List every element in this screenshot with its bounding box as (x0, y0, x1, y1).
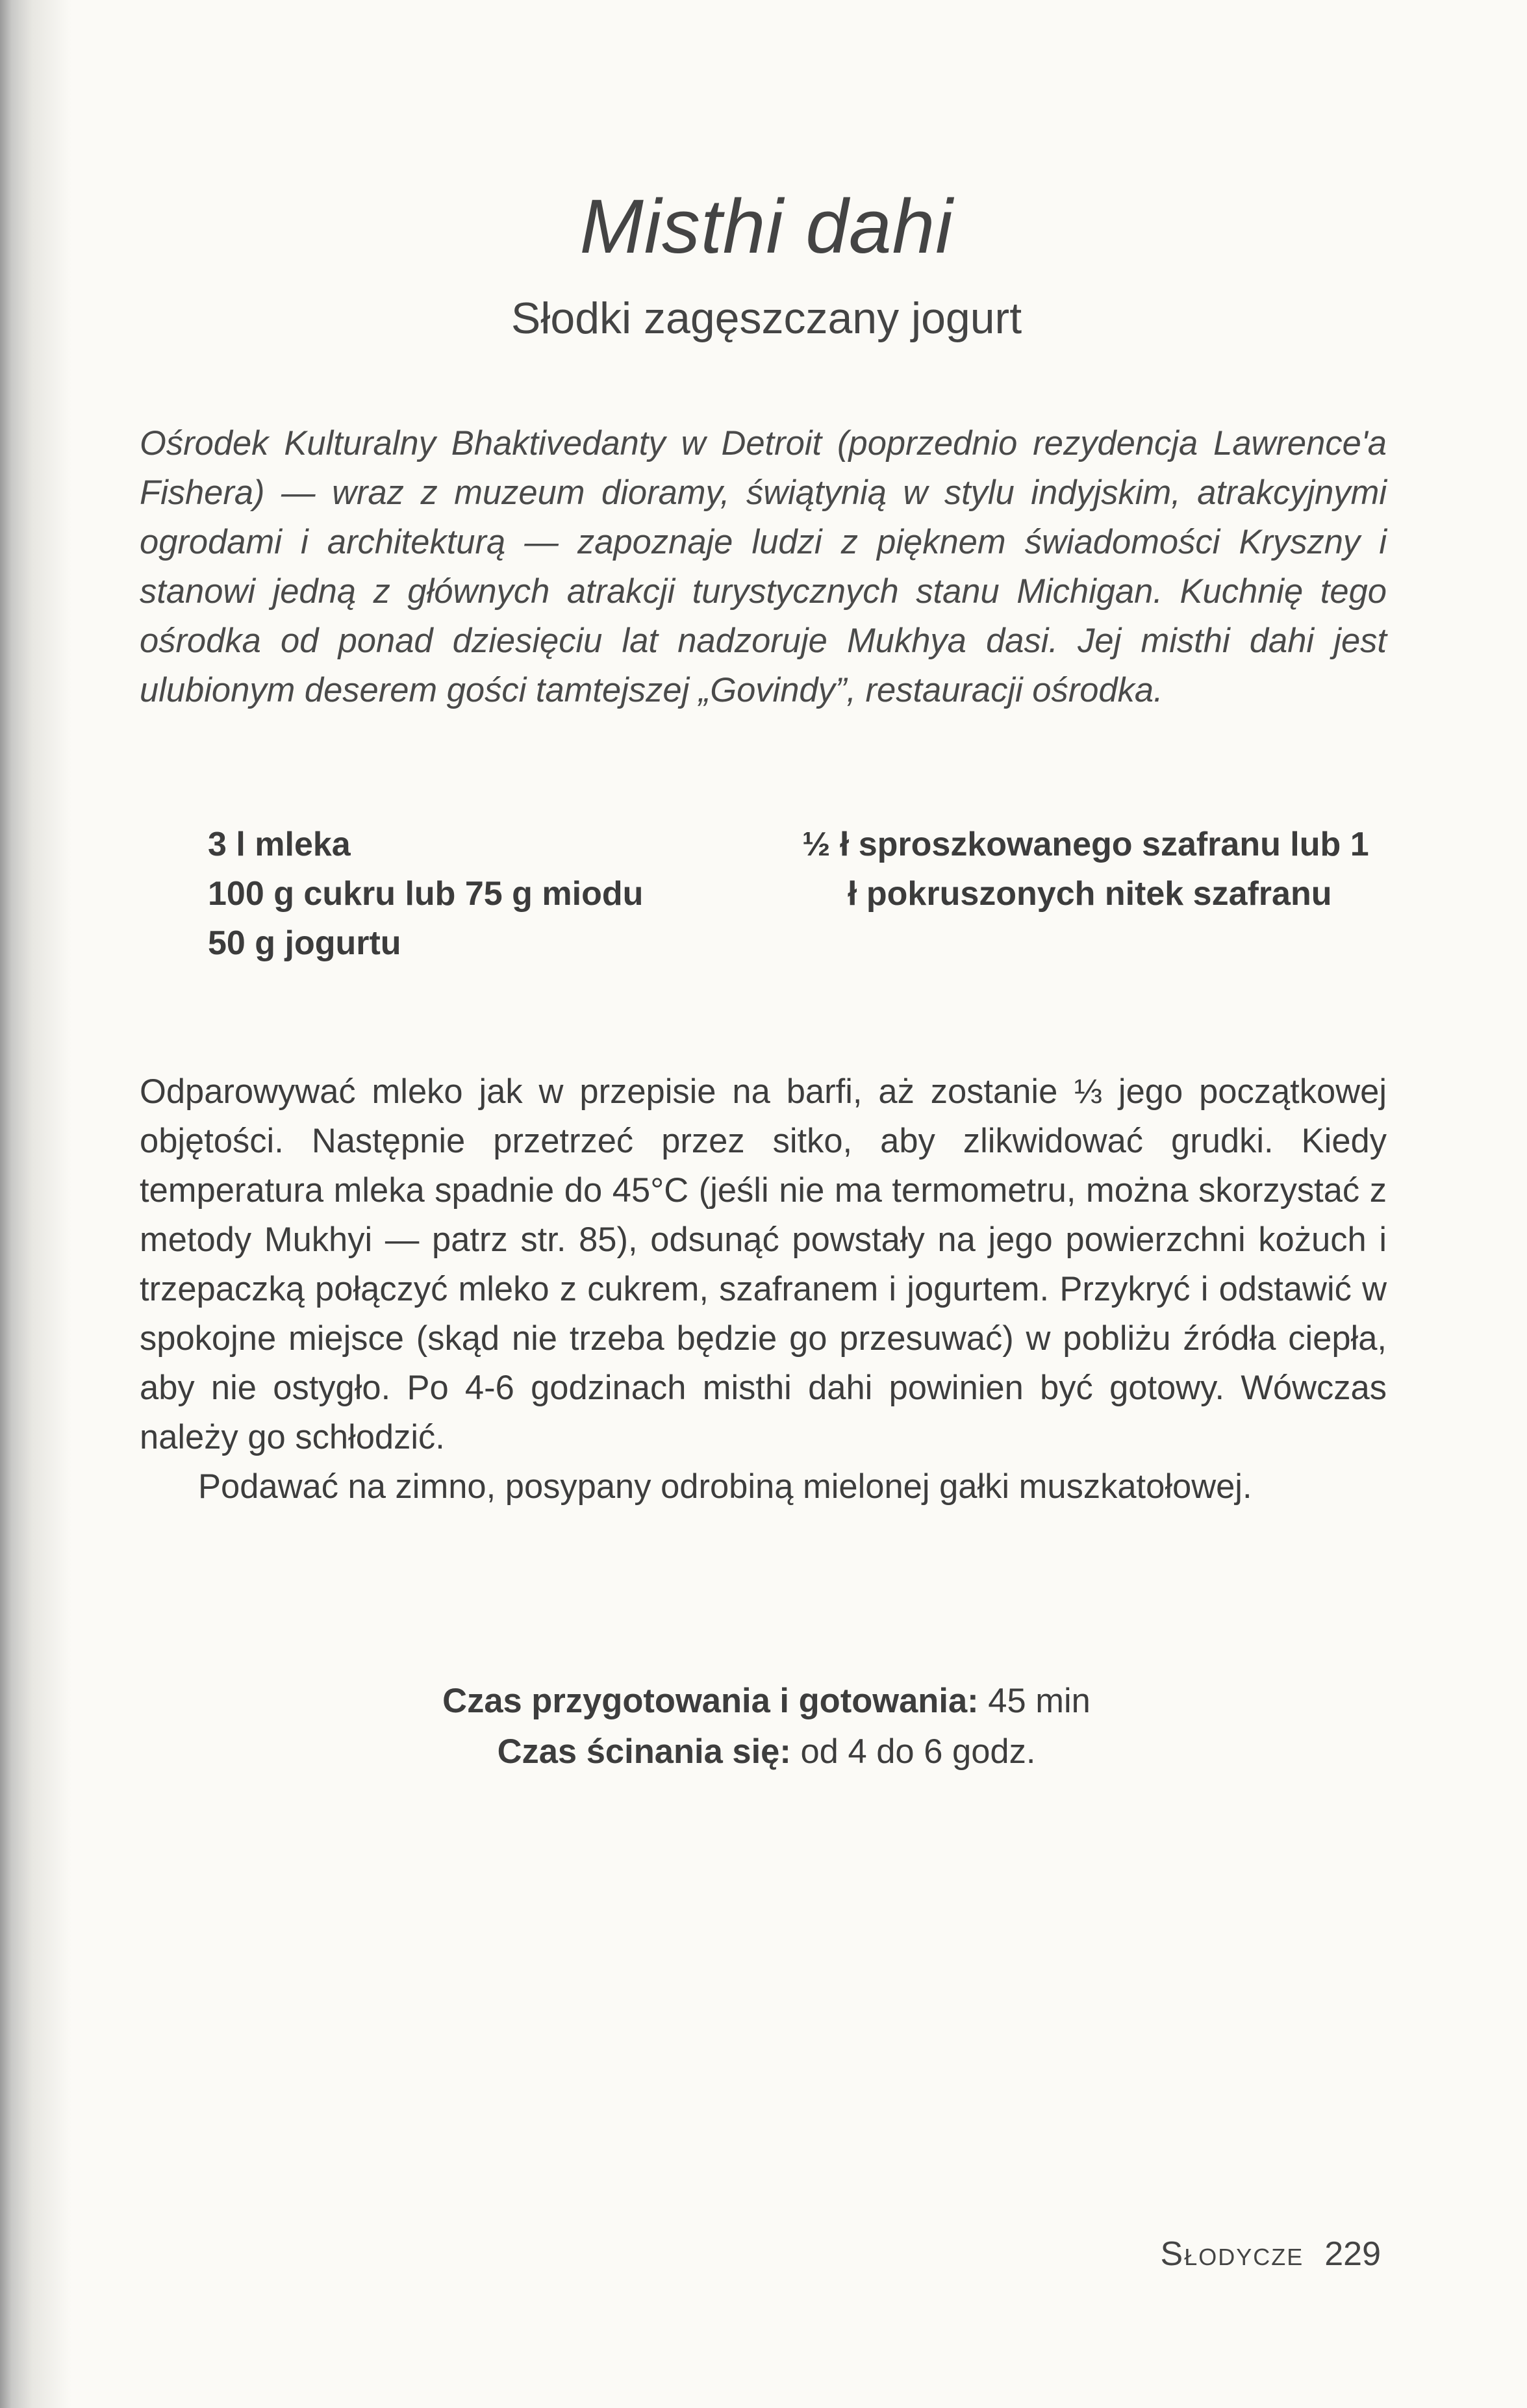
set-time-label: Czas ścinania się: (497, 1732, 791, 1771)
prep-time (140, 1676, 1393, 1727)
ingredient-item: ½ ł sproszkowanego szafranu lub 1 ł pokruszonych nitek szafranu (802, 826, 1369, 913)
recipe-title: Misthi dahi (579, 184, 953, 270)
ingredient-item: 50 g jogurtu (208, 924, 401, 962)
method-paragraph: Podawać na zimno, posypany odrobiną mielonej gałki muszkatołowej. (198, 1467, 1252, 1506)
recipe-intro (140, 419, 1387, 715)
method-paragraph: Odparowywać mleko jak w przepisie na barfi, aż zostanie ⅓ jego początkowej objętości. Następnie przetrzeć przez sitko, aby zlikwidować grudki. Kiedy temperatura mleka spadnie do 45°C (jeśli nie ma termometru, można skorzystać z metody Mukhyi — patrz str. 85), odsunąć powstały na jego powierzchni kożuch i trzepaczką połączyć mleko z cukrem, szafranem i jogurtem. Przykryć i odstawić w spokojne miejsce (skąd nie trzeba będzie go przesuwać) w pobliżu źródła ciepła, aby nie ostygło. Po 4-6 godzinach misthi dahi powinien być gotowy. Wówczas należy go schłodzić. (140, 1072, 1387, 1456)
ingredient-item: 3 l mleka (208, 826, 351, 863)
page-gutter-shadow (0, 0, 71, 2408)
prep-time-value: 45 min (988, 1682, 1091, 1720)
recipe-method (140, 1067, 1387, 1512)
ingredient-item: 100 g cukru lub 75 g miodu (208, 875, 644, 913)
ingredients-column-left (208, 820, 675, 968)
prep-time-label: Czas przygotowania i gotowania: (442, 1682, 979, 1720)
ingredients-column-right (802, 820, 1374, 919)
recipe-subtitle: Słodki zagęszczany jogurt (511, 294, 1022, 343)
page-footer (1161, 2235, 1381, 2274)
page-number: 229 (1324, 2235, 1381, 2273)
intro-paragraph: Ośrodek Kulturalny Bhaktivedanty w Detroit (poprzednio rezydencja Lawrence'a Fishera) — wraz z muzeum dioramy, świątynią w stylu indyjskim, atrakcyjnymi ogrodami i architekturą — zapoznaje ludzi z pięknem świadomości Kryszny i stanowi jedną z głównych atrakcji turystycznych stanu Michigan. Kuchnię tego ośrodka od ponad dziesięciu lat nadzoruje Mukhya dasi. Jej misthi dahi jest ulubionym deserem gości tamtejszej „Govindy”, restauracji ośrodka. (140, 424, 1387, 709)
recipe-times (140, 1676, 1393, 1777)
section-name: Słodycze (1160, 2235, 1304, 2273)
set-time (140, 1727, 1393, 1777)
set-time-value: od 4 do 6 godz. (800, 1732, 1036, 1771)
